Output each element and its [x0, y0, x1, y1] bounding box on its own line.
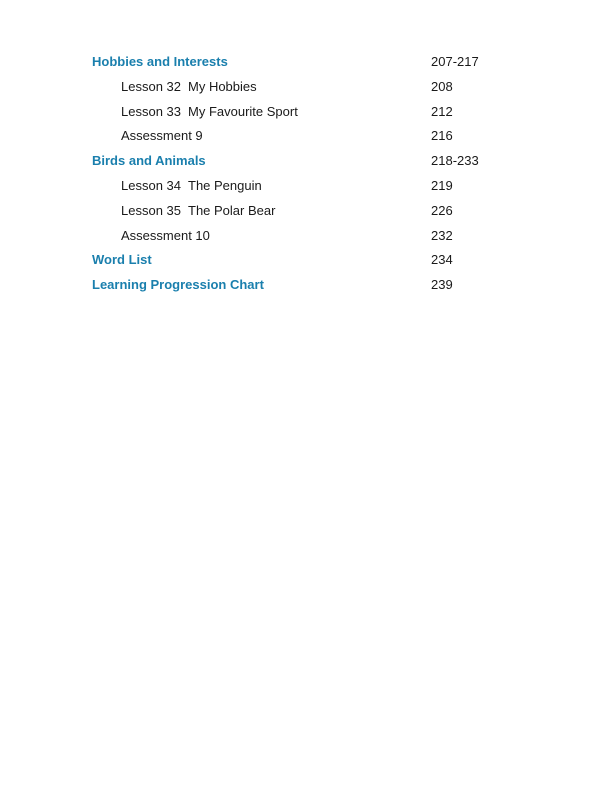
section-page: 239 — [431, 277, 453, 293]
toc-section-hobbies-and-interests[interactable] — [0, 50, 600, 75]
lesson-number: Lesson 32 — [121, 78, 181, 94]
toc-section-birds-and-animals[interactable] — [0, 149, 600, 174]
lesson-page: 212 — [431, 103, 453, 119]
section-title[interactable]: Birds and Animals — [92, 153, 206, 169]
lesson-title[interactable]: My Hobbies — [188, 78, 257, 94]
section-page-range: 207-217 — [431, 54, 479, 69]
section-title[interactable]: Word List — [92, 252, 152, 268]
toc-lesson-35[interactable] — [0, 199, 600, 224]
toc-lesson-34[interactable] — [0, 174, 600, 199]
lesson-page: 208 — [431, 78, 453, 94]
lesson-number: Lesson 34 — [121, 177, 181, 193]
table-of-contents — [0, 50, 600, 298]
lesson-title[interactable]: My Favourite Sport — [188, 103, 298, 119]
lesson-page: 219 — [431, 177, 453, 193]
toc-section-word-list[interactable] — [0, 248, 600, 273]
section-page: 234 — [431, 252, 453, 268]
assessment-page: 216 — [431, 128, 453, 144]
toc-lesson-32[interactable] — [0, 75, 600, 100]
lesson-title[interactable]: The Polar Bear — [188, 202, 276, 218]
assessment-page: 232 — [431, 227, 453, 243]
assessment-title[interactable]: Assessment 10 — [121, 227, 210, 243]
section-page-range: 218-233 — [431, 153, 479, 169]
lesson-title[interactable]: The Penguin — [188, 177, 262, 193]
section-title[interactable]: Hobbies and Interests — [92, 54, 228, 69]
toc-assessment-9[interactable] — [0, 124, 600, 149]
assessment-title[interactable]: Assessment 9 — [121, 128, 203, 144]
toc-assessment-10[interactable] — [0, 224, 600, 249]
lesson-page: 226 — [431, 202, 453, 218]
lesson-number: Lesson 33 — [121, 103, 181, 119]
section-title[interactable]: Learning Progression Chart — [92, 277, 264, 293]
lesson-number: Lesson 35 — [121, 202, 181, 218]
toc-section-learning-progression-chart[interactable] — [0, 273, 600, 298]
toc-lesson-33[interactable] — [0, 100, 600, 125]
